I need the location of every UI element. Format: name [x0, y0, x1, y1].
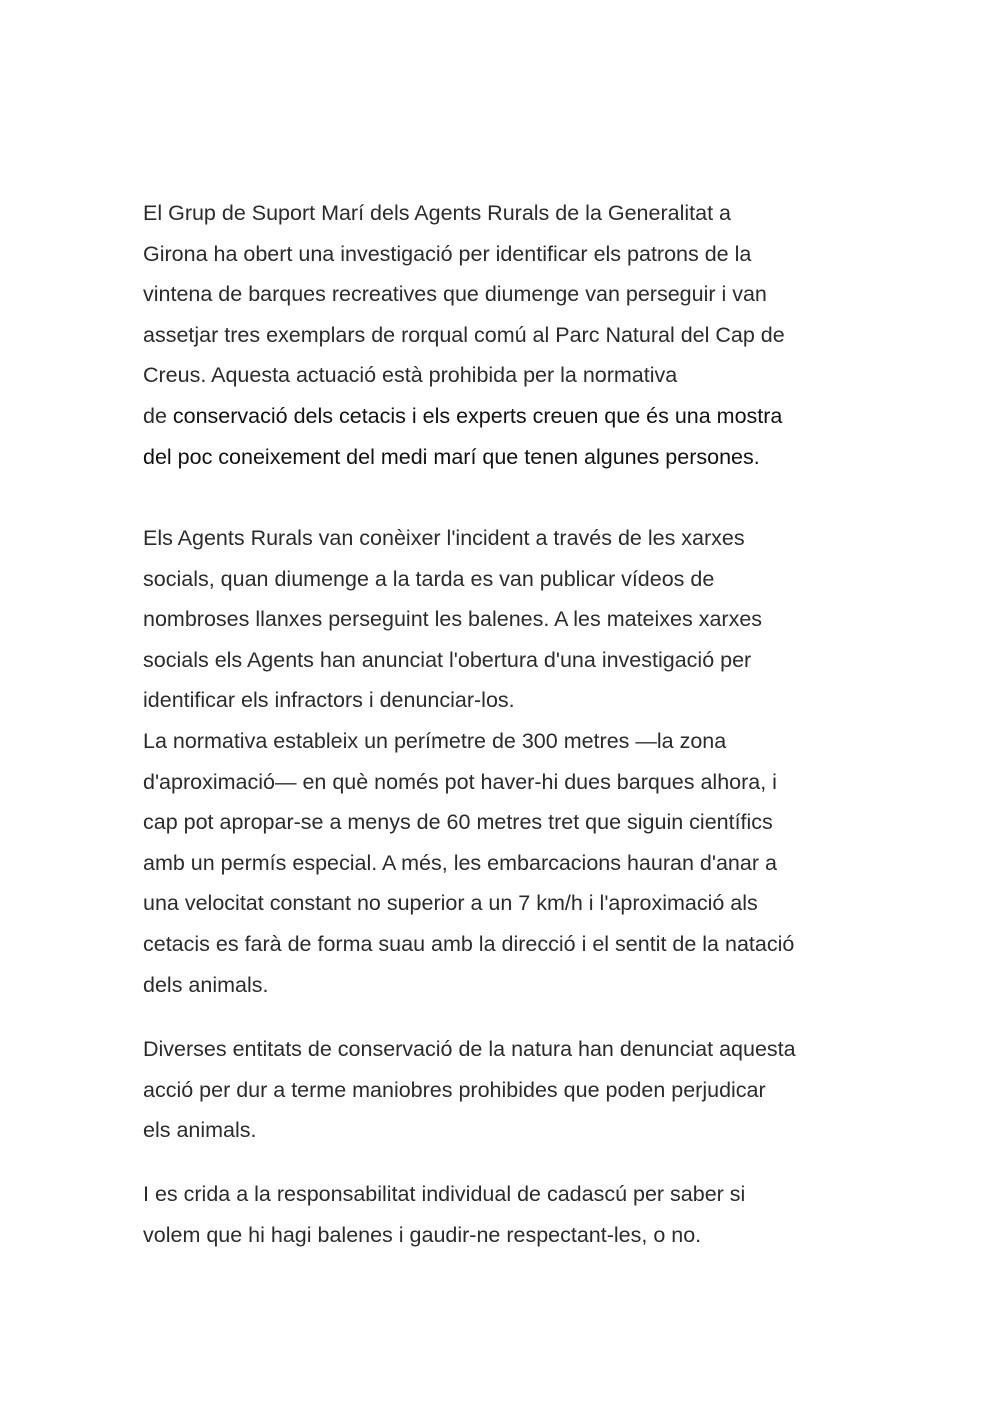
- text-line: Girona ha obert una investigació per identificar els patrons de la: [143, 241, 752, 266]
- text-line: socials els Agents han anunciat l'obertura d'una investigació per: [143, 647, 752, 672]
- paragraph-social-media: [143, 518, 873, 721]
- text-line: Diverses entitats de conservació de la natura han denunciat aquesta: [143, 1037, 796, 1061]
- text-line: del poc coneixement del medi marí que tenen algunes persones.: [143, 444, 760, 469]
- paragraph-investigation: [143, 193, 873, 477]
- paragraph-text: [143, 518, 873, 721]
- text-segment-highlighted: conservació dels cetacis i els experts creuen que és una mostra: [172, 403, 783, 428]
- text-line: socials, quan diumenge a la tarda es van publicar vídeos de: [143, 566, 715, 591]
- text-line: els animals.: [143, 1118, 257, 1143]
- text-line: cap pot apropar-se a menys de 60 metres tret que siguin científics: [143, 810, 773, 835]
- text-line: I es crida a la responsabilitat individual de cadascú per saber si: [143, 1182, 746, 1206]
- paragraph-text: [143, 193, 873, 477]
- text-line: amb un permís especial. A més, les embarcacions hauran d'anar a: [143, 850, 777, 875]
- text-line: vintena de barques recreatives que diumenge van perseguir i van: [143, 282, 767, 307]
- text-line: La normativa estableix un perímetre de 300 metres —la zona: [143, 729, 727, 753]
- paragraph-responsibility: [143, 1174, 873, 1255]
- text-line: Els Agents Rurals van conèixer l'incident a través de les xarxes: [143, 526, 745, 550]
- paragraph-conservation-entities: [143, 1029, 873, 1151]
- paragraph-text: [143, 1174, 873, 1255]
- text-line: nombroses llanxes perseguint les balenes. A les mateixes xarxes: [143, 607, 763, 632]
- text-line: d'aproximació— en què només pot haver-hi dues barques alhora, i: [143, 769, 777, 794]
- text-line: Creus. Aquesta actuació està prohibida per la normativa: [143, 363, 678, 388]
- text-line: El Grup de Suport Marí dels Agents Rurals de la Generalitat a: [143, 201, 731, 225]
- text-line: acció per dur a terme maniobres prohibides que poden perjudicar: [143, 1077, 766, 1102]
- text-line: [143, 396, 873, 437]
- text-line: una velocitat constant no superior a un 7 km/h i l'aproximació als: [143, 891, 758, 916]
- text-line: dels animals.: [143, 972, 269, 997]
- paragraph-text: [143, 721, 873, 1005]
- text-line: volem que hi hagi balenes i gaudir-ne respectant-les, o no.: [143, 1222, 702, 1247]
- text-segment: de: [143, 403, 173, 428]
- paragraph-regulation: [143, 721, 873, 1005]
- paragraph-text: [143, 1029, 873, 1151]
- text-line: identificar els infractors i denunciar-los.: [143, 688, 515, 713]
- text-line: cetacis es farà de forma suau amb la direcció i el sentit de la natació: [143, 931, 795, 956]
- text-line: assetjar tres exemplars de rorqual comú al Parc Natural del Cap de: [143, 322, 785, 347]
